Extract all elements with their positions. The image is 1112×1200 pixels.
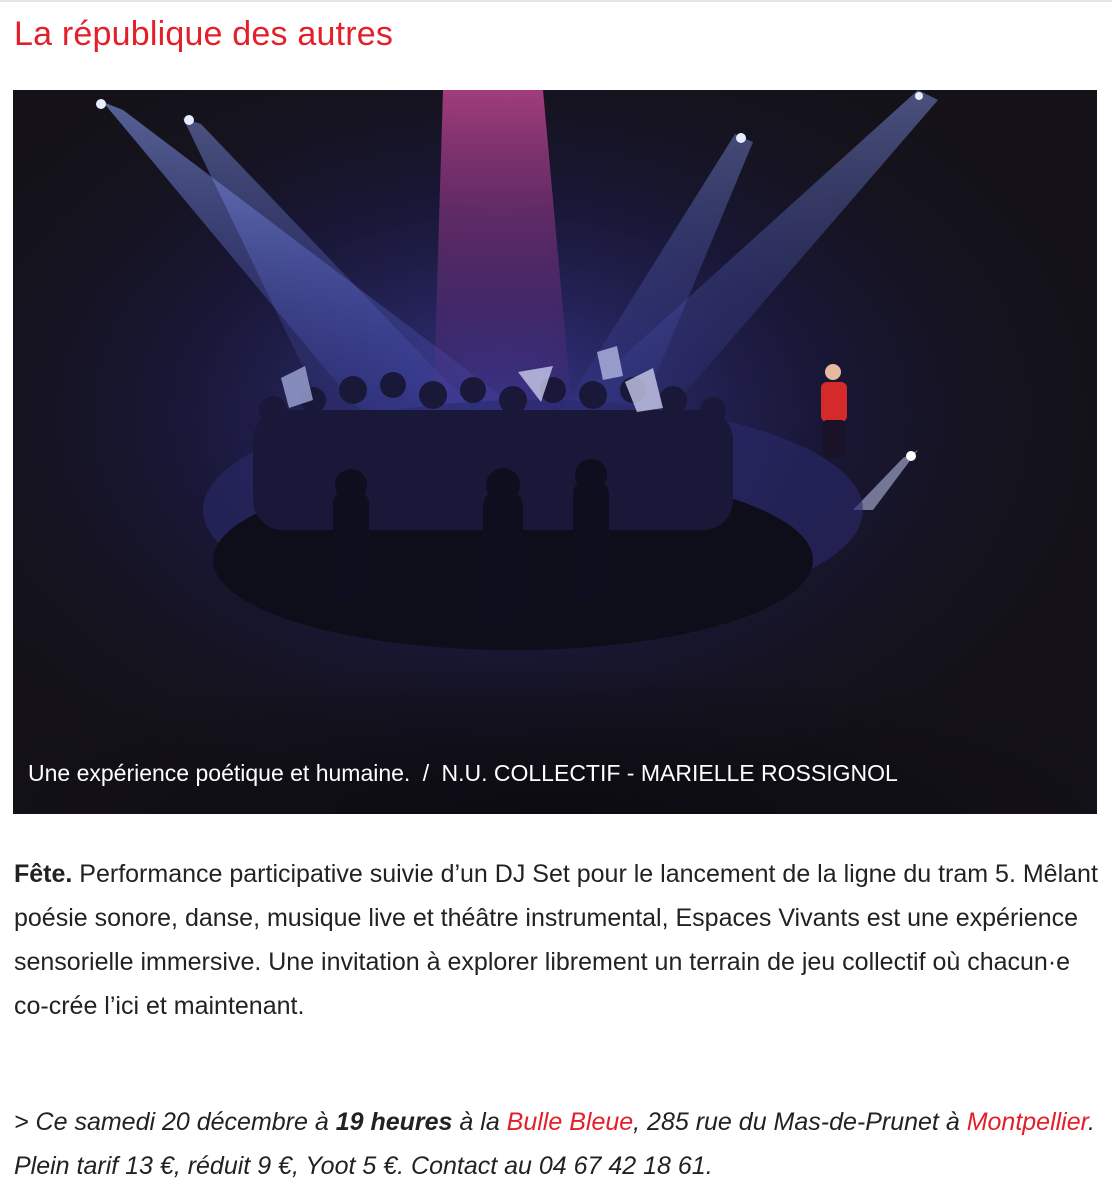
practical-info	[14, 1100, 1104, 1188]
info-mid2: , 285 rue du Mas-de-Prunet à	[633, 1108, 967, 1136]
city-link[interactable]: Montpellier	[966, 1108, 1089, 1136]
top-divider	[0, 0, 1112, 2]
caption-text: Une expérience poétique et humaine.	[28, 760, 411, 786]
photo-credit: N.U. COLLECTIF - MARIELLE ROSSIGNOL	[441, 760, 898, 786]
article-title: La république des autres	[14, 15, 394, 53]
article-body	[14, 852, 1098, 1028]
info-prefix: > Ce samedi 20 décembre à	[14, 1108, 336, 1136]
concert-photo-illustration	[13, 90, 1097, 814]
body-text: Performance participative suivie d’un DJ Set pour le lancement de la ligne du tram 5. Mêlant poésie sonore, danse, musique live et théâtre instrumental, Espaces Vivants est une expérience sensorielle immersive. Une invitation à explorer librement un terrain de jeu collectif où chacun·e co-crée l’ici et maintenant.	[14, 860, 1098, 1020]
caption-separator: /	[422, 760, 430, 786]
article-photo	[13, 90, 1097, 814]
info-mid1: à la	[452, 1108, 507, 1136]
info-suffix: . Plein tarif 13 €, réduit 9 €, Yoot 5 €. Contact au 04 67 42 18 61.	[14, 1108, 1095, 1180]
lead-label: Fête.	[14, 860, 73, 888]
photo-caption	[28, 752, 898, 794]
venue-link[interactable]: Bulle Bleue	[506, 1108, 634, 1136]
event-time: 19 heures	[335, 1108, 453, 1136]
